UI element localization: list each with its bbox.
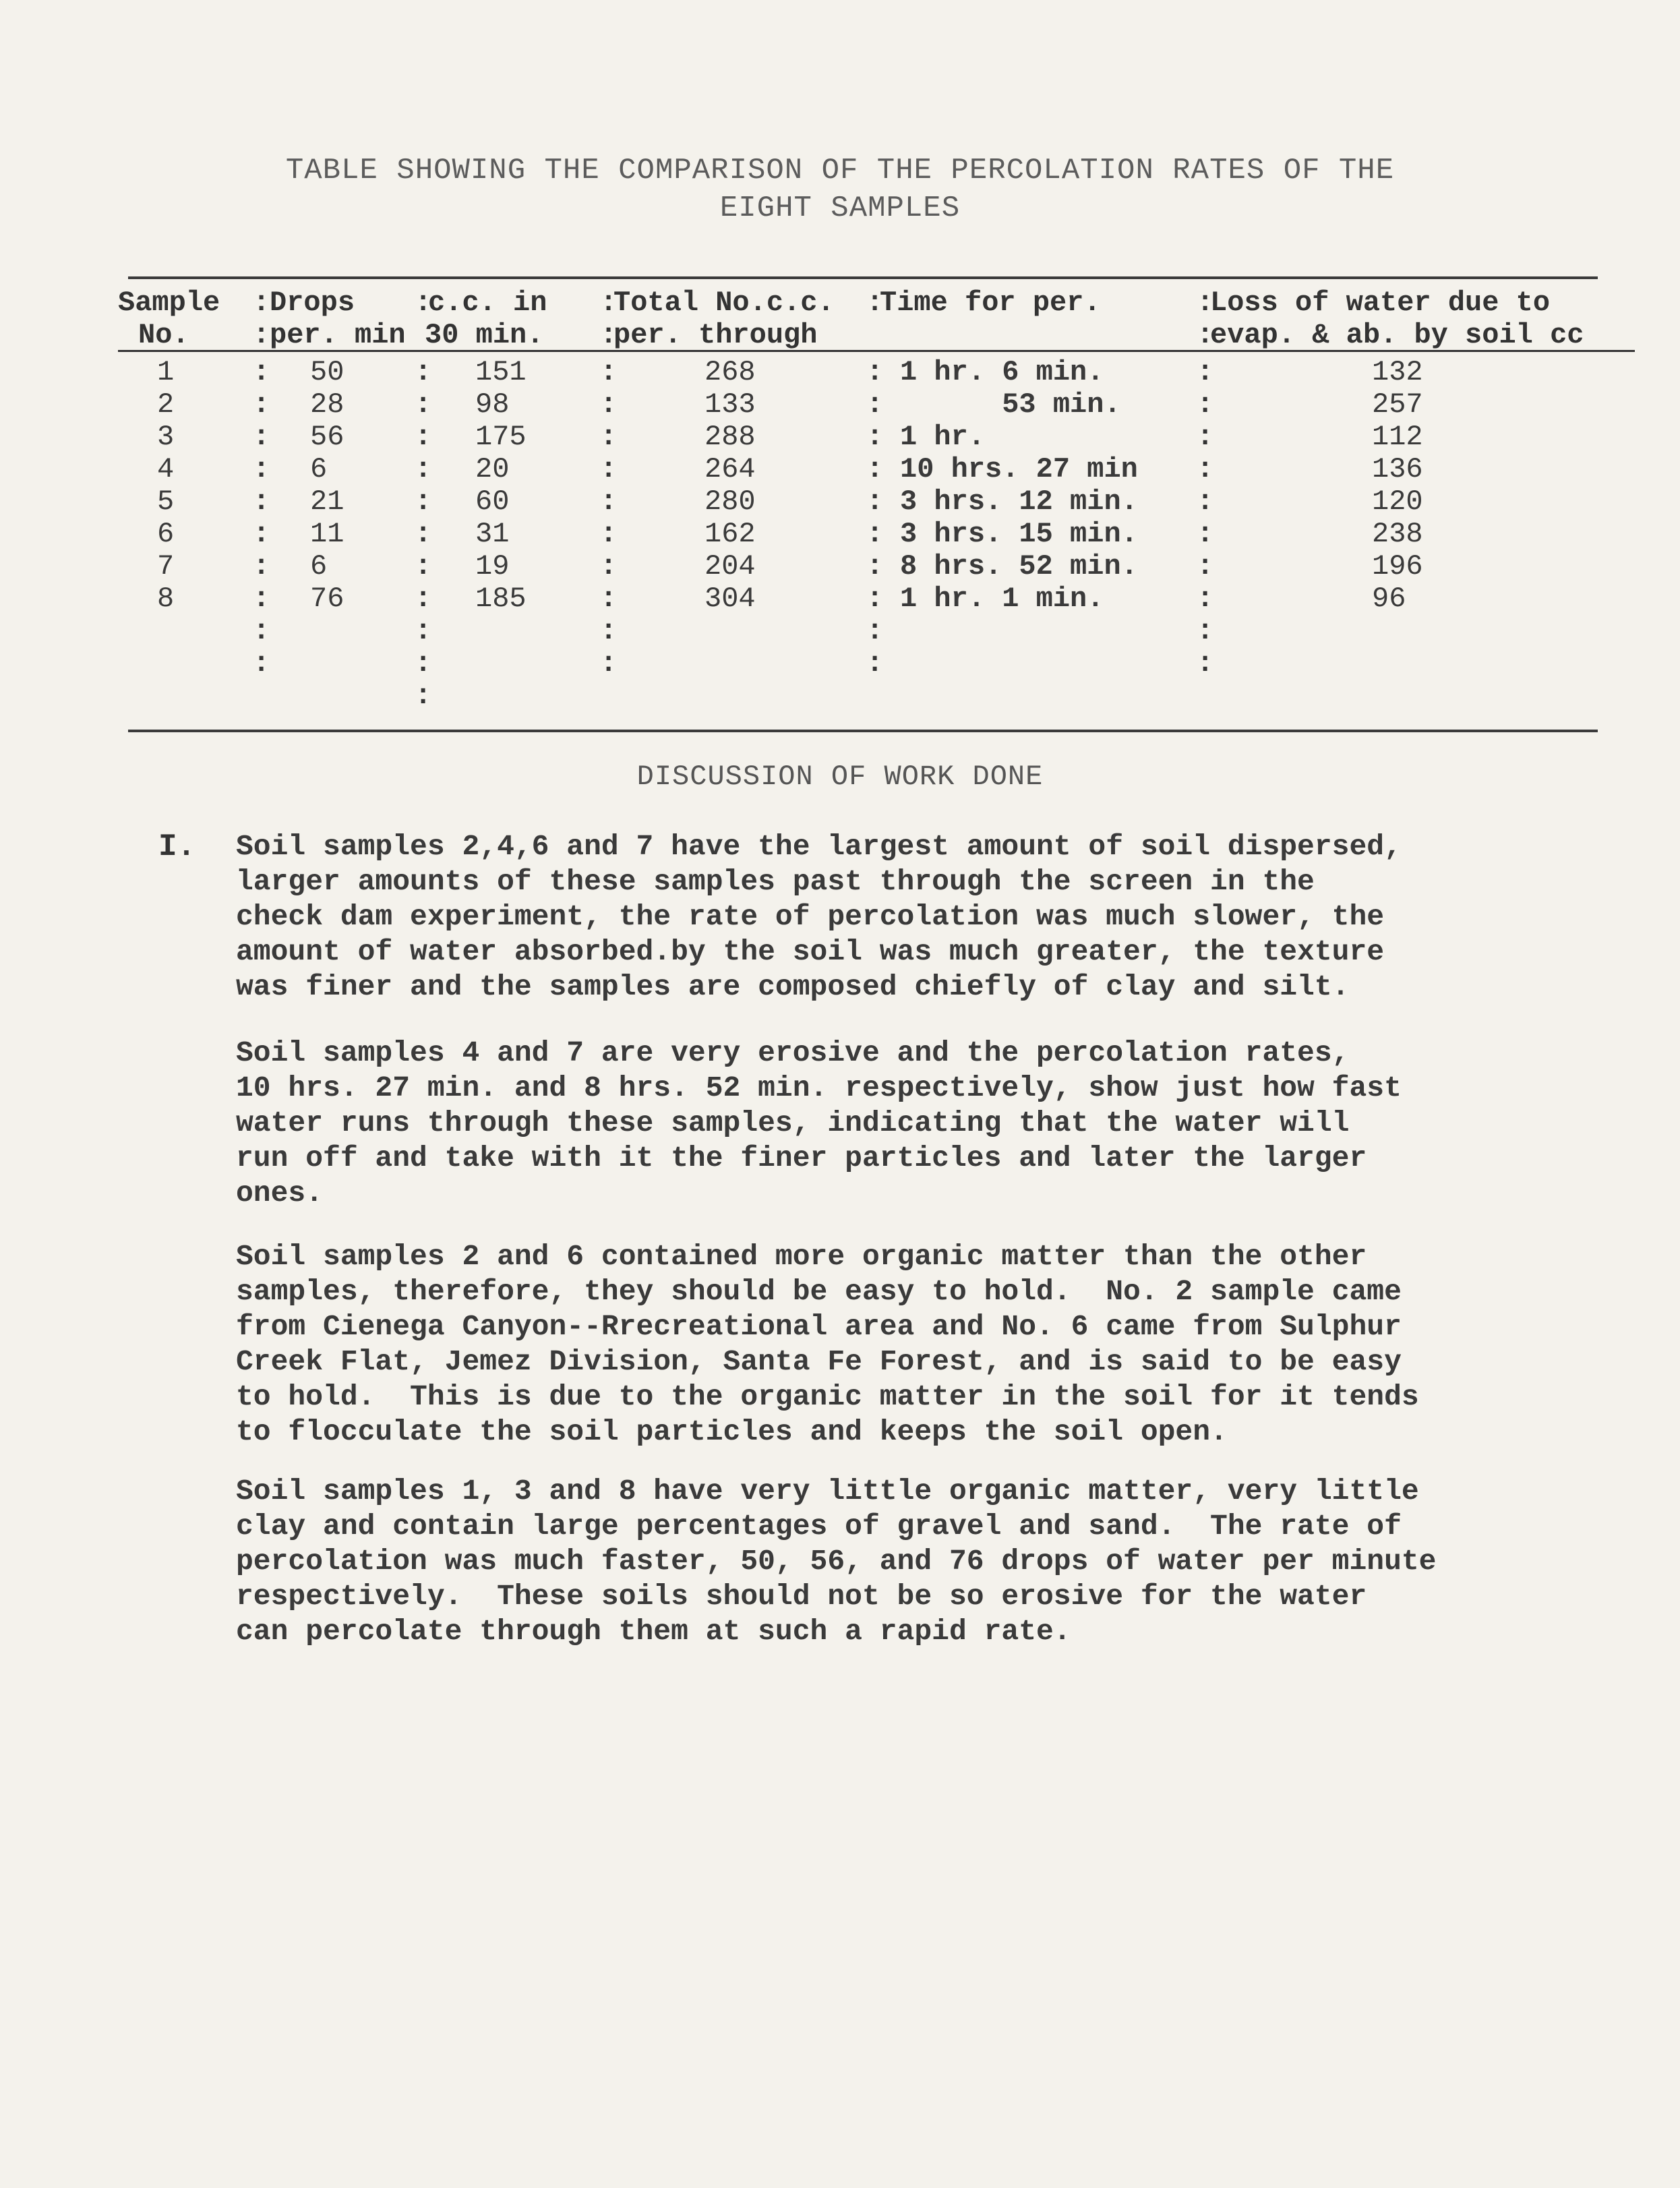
paragraph-line: was finer and the samples are composed chiefly of clay and silt. bbox=[236, 970, 1350, 1003]
cell-loss: 120 bbox=[1372, 485, 1423, 518]
title-line-2: EIGHT SAMPLES bbox=[719, 191, 961, 225]
paragraph-line: Soil samples 2,4,6 and 7 have the largest amount of soil dispersed, bbox=[236, 830, 1402, 863]
cell-drops: 56 bbox=[310, 421, 344, 453]
cell-time: 8 hrs. 52 min. bbox=[900, 550, 1138, 583]
cell-sample: 6 bbox=[157, 518, 175, 550]
table-header-row-1: Sample : Drops : c.c. in : Total No.c.c. : Time for per. : Loss of water due to bbox=[118, 287, 1551, 319]
paragraph-line: Soil samples 4 and 7 are very erosive and the percolation rates, bbox=[236, 1036, 1350, 1069]
table-row: 6 11 31 162 3 hrs. 15 min. 238 : : : : : bbox=[157, 518, 1423, 550]
cell-loss: 196 bbox=[1372, 550, 1423, 583]
cell-cc: 98 bbox=[475, 388, 510, 421]
paragraph-line: larger amounts of these samples past through the screen in the bbox=[236, 865, 1315, 898]
table-row: 5 21 60 280 3 hrs. 12 min. 120 : : : : : bbox=[157, 485, 1423, 518]
cell-drops: 76 bbox=[310, 583, 344, 615]
paragraph-line: water runs through these samples, indicating that the water will bbox=[236, 1106, 1350, 1140]
table-row: 3 56 175 288 1 hr. 112 : : : : : bbox=[157, 421, 1423, 453]
cell-cc: 185 bbox=[475, 583, 527, 615]
cell-time: 10 hrs. 27 min bbox=[900, 453, 1138, 485]
discussion-paragraph bbox=[236, 1239, 1618, 1450]
paragraph-line: run off and take with it the finer particles and later the larger bbox=[236, 1142, 1367, 1175]
percolation-table bbox=[118, 287, 1635, 712]
cell-sample: 1 bbox=[157, 356, 175, 388]
paragraph-line: Soil samples 1, 3 and 8 have very little organic matter, very little bbox=[236, 1475, 1419, 1508]
discussion-paragraph bbox=[236, 1474, 1618, 1649]
paragraph-line: amount of water absorbed.by the soil was much greater, the texture bbox=[236, 935, 1385, 968]
cell-time: 3 hrs. 12 min. bbox=[900, 485, 1138, 518]
cell-total: 268 bbox=[704, 356, 756, 388]
cell-loss: 132 bbox=[1372, 356, 1423, 388]
cell-sample: 3 bbox=[157, 421, 175, 453]
cell-total: 288 bbox=[704, 421, 756, 453]
header-total: Total No.c.c. bbox=[613, 287, 835, 319]
cell-total: 162 bbox=[704, 518, 756, 550]
table-top-rule bbox=[128, 276, 1598, 279]
cell-loss: 257 bbox=[1372, 388, 1423, 421]
cell-total: 264 bbox=[704, 453, 756, 485]
cell-time: 1 hr. 6 min. bbox=[900, 356, 1104, 388]
header-time: Time for per. bbox=[880, 287, 1101, 319]
paragraph-line: Creek Flat, Jemez Division, Santa Fe Forest, and is said to be easy bbox=[236, 1345, 1402, 1378]
discussion-paragraph bbox=[236, 829, 1618, 1005]
header-loss: Loss of water due to bbox=[1210, 287, 1551, 319]
cell-drops: 11 bbox=[310, 518, 344, 550]
paragraph-line: samples, therefore, they should be easy to hold. No. 2 sample came bbox=[236, 1275, 1402, 1308]
cell-drops: 6 bbox=[310, 453, 328, 485]
cell-cc: 60 bbox=[475, 485, 510, 518]
paragraph-line: Soil samples 2 and 6 contained more organic matter than the other bbox=[236, 1240, 1367, 1273]
cell-sample: 7 bbox=[157, 550, 175, 583]
table-empty-row: : bbox=[415, 680, 432, 712]
cell-loss: 136 bbox=[1372, 453, 1423, 485]
paragraph-line: to hold. This is due to the organic matter in the soil for it tends bbox=[236, 1380, 1419, 1413]
header-loss-2: evap. & ab. by soil cc bbox=[1210, 319, 1584, 351]
paragraph-line: from Cienega Canyon--Rrecreational area and No. 6 came from Sulphur bbox=[236, 1310, 1402, 1343]
cell-drops: 21 bbox=[310, 485, 344, 518]
cell-drops: 50 bbox=[310, 356, 344, 388]
header-total-2: per. through bbox=[613, 319, 818, 351]
cell-total: 280 bbox=[704, 485, 756, 518]
cell-cc: 175 bbox=[475, 421, 527, 453]
paragraph-line: to flocculate the soil particles and keeps the soil open. bbox=[236, 1415, 1228, 1448]
paragraph-line: 10 hrs. 27 min. and 8 hrs. 52 min. respectively, show just how fast bbox=[236, 1071, 1402, 1104]
paragraph-line: percolation was much faster, 50, 56, and 76 drops of water per minute bbox=[236, 1545, 1437, 1578]
header-sample-2: No. bbox=[138, 319, 189, 351]
header-cc: c.c. in bbox=[428, 287, 547, 319]
cell-sample: 5 bbox=[157, 485, 175, 518]
paragraph-line: ones. bbox=[236, 1177, 324, 1210]
table-empty-row: : : : : : bbox=[253, 615, 1214, 647]
header-cc-2: 30 min. bbox=[425, 319, 544, 351]
cell-total: 204 bbox=[704, 550, 756, 583]
table-row: 2 28 98 133 53 min. 257 : : : : : bbox=[157, 388, 1423, 421]
cell-sample: 2 bbox=[157, 388, 175, 421]
cell-time: 1 hr. bbox=[900, 421, 986, 453]
table-row: 7 6 19 204 8 hrs. 52 min. 196 : : : : : bbox=[157, 550, 1423, 583]
paragraph-line: respectively. These soils should not be so erosive for the water bbox=[236, 1580, 1367, 1613]
cell-loss: 96 bbox=[1372, 583, 1406, 615]
cell-cc: 151 bbox=[475, 356, 527, 388]
cell-sample: 8 bbox=[157, 583, 175, 615]
paragraph-line: check dam experiment, the rate of percolation was much slower, the bbox=[236, 900, 1385, 933]
table-bottom-rule bbox=[128, 730, 1598, 732]
cell-drops: 6 bbox=[310, 550, 328, 583]
paragraph-line: can percolate through them at such a rapid rate. bbox=[236, 1615, 1071, 1648]
cell-loss: 112 bbox=[1372, 421, 1423, 453]
cell-drops: 28 bbox=[310, 388, 344, 421]
document-title bbox=[0, 152, 1680, 227]
cell-cc: 19 bbox=[475, 550, 510, 583]
header-drops: Drops bbox=[270, 287, 355, 319]
discussion-heading: DISCUSSION OF WORK DONE bbox=[636, 761, 1044, 793]
discussion-paragraph bbox=[236, 1036, 1618, 1211]
header-sample: Sample bbox=[118, 287, 220, 319]
cell-sample: 4 bbox=[157, 453, 175, 485]
cell-time: 3 hrs. 15 min. bbox=[900, 518, 1138, 550]
cell-cc: 20 bbox=[475, 453, 510, 485]
table-body bbox=[118, 356, 1635, 615]
paragraph-line: clay and contain large percentages of gravel and sand. The rate of bbox=[236, 1510, 1402, 1543]
table-row: 4 6 20 264 10 hrs. 27 min 136 : : : : : bbox=[157, 453, 1423, 485]
table-header-row-2: No. : per. min 30 min. : per. through : evap. & ab. by soil cc bbox=[118, 319, 1635, 352]
cell-time: 53 min. bbox=[900, 388, 1121, 421]
cell-loss: 238 bbox=[1372, 518, 1423, 550]
table-row: 1 50 151 268 1 hr. 6 min. 132 : : : : : bbox=[157, 356, 1423, 388]
section-marker: I. bbox=[158, 829, 196, 864]
cell-total: 304 bbox=[704, 583, 756, 615]
header-drops-2: per. min bbox=[270, 319, 406, 351]
title-line-1: TABLE SHOWING THE COMPARISON OF THE PERCOLATION RATES OF THE bbox=[285, 154, 1395, 187]
cell-total: 133 bbox=[704, 388, 756, 421]
table-row: 8 76 185 304 1 hr. 1 min. 96 : : : : : bbox=[157, 583, 1406, 615]
table-empty-row: : : : : : bbox=[253, 647, 1214, 680]
cell-cc: 31 bbox=[475, 518, 510, 550]
cell-time: 1 hr. 1 min. bbox=[900, 583, 1104, 615]
